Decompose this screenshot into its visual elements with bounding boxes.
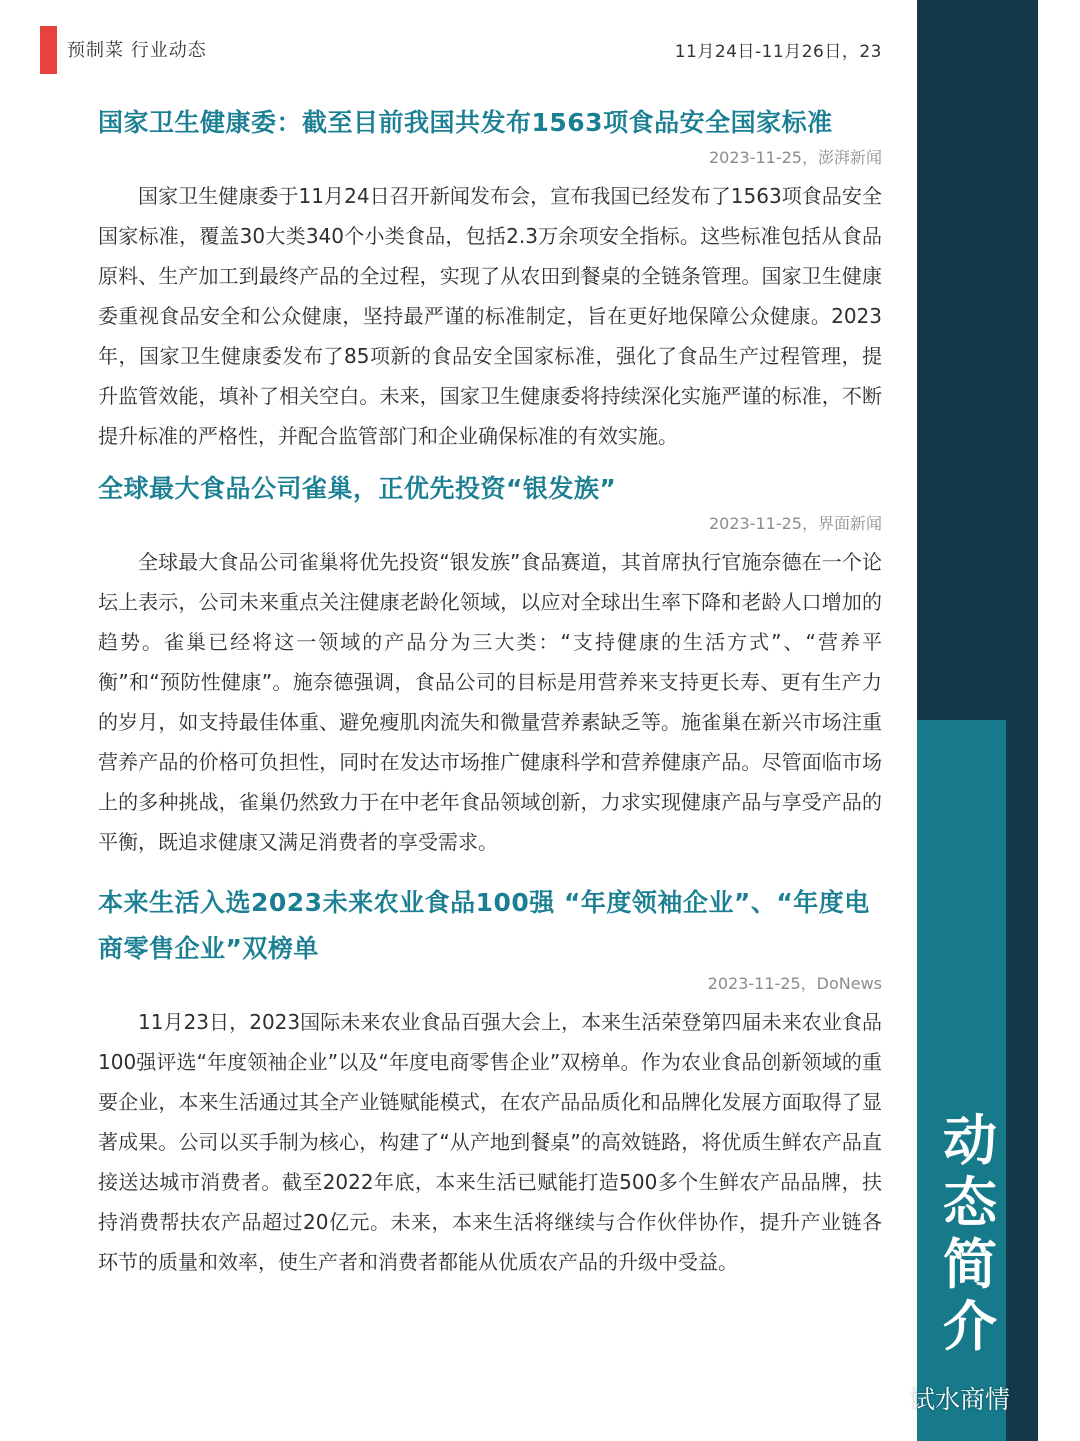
article [98,466,882,862]
article-source: 2023-11-25，DoNews [707,974,882,993]
sidebar-title-char: 简 [943,1233,997,1296]
article-list [98,100,882,1282]
wechat-icon [866,1384,904,1412]
section-label: 预制菜 行业动态 [67,40,207,61]
article-source: 2023-11-25，澎湃新闻 [709,148,882,167]
article-body: 11月23日，2023国际未来农业食品百强大会上，本来生活荣登第四届未来农业食品100强评选“年度领袖企业”以及“年度电商零售企业”双榜单。作为农业食品创新领域的重要企业，本来生活通过其全产业链赋能模式，在农产品品质化和品牌化发展方面取得了显著成果。公司以买手制为核心，构建了“从产地到餐桌”的高效链路，将优质生鲜农产品直接送达城市消费者。截至2022年底，本来生活已赋能打造500多个生鲜农产品品牌，扶持消费帮扶农产品超过20亿元。未来，本来生活将继续与合作伙伴协作，提升产业链各环节的质量和效率，使生产者和消费者都能从优质农产品的升级中受益。 [98,1010,882,1274]
article-title[interactable]: 本来生活入选2023未来农业食品100强 “年度领袖企业”、“年度电商零售企业”双榜单 [98,888,870,963]
article-body: 国家卫生健康委于11月24日召开新闻发布会，宣布我国已经发布了1563项食品安全国家标准，覆盖30大类340个小类食品，包括2.3万余项安全指标。这些标准包括从食品原料、生产加工到最终产品的全过程，实现了从农田到餐桌的全链条管理。国家卫生健康委重视食品安全和公众健康，坚持最严谨的标准制定，旨在更好地保障公众健康。2023年，国家卫生健康委发布了85项新的食品安全国家标准，强化了食品生产过程管理，提升监管效能，填补了相关空白。未来，国家卫生健康委将持续深化实施严谨的标准，不断提升标准的严格性，并配合监管部门和企业确保标准的有效实施。 [98,184,882,448]
article [98,100,882,456]
article-title[interactable]: 国家卫生健康委：截至目前我国共发布1563项食品安全国家标准 [98,108,833,137]
sidebar-title-char: 态 [943,1171,997,1234]
article-title[interactable]: 全球最大食品公司雀巢，正优先投资“银发族” [98,474,617,503]
sidebar-title [938,1110,1002,1358]
article-body: 全球最大食品公司雀巢将优先投资“银发族”食品赛道，其首席执行官施奈德在一个论坛上表示，公司未来重点关注健康老龄化领域，以应对全球出生率下降和老龄人口增加的趋势。雀巢已经将这一领域的产品分为三大类：“支持健康的生活方式”、“营养平衡”和“预防性健康”。施奈德强调，食品公司的目标是用营养来支持更长寿、更有生产力的岁月，如支持最佳体重、避免瘦肌肉流失和微量营养素缺乏等。施雀巢在新兴市场注重营养产品的价格可负担性，同时在发达市场推广健康科学和营养健康产品。尽管面临市场上的多种挑战，雀巢仍然致力于在中老年食品领域创新，力求实现健康产品与享受产品的平衡，既追求健康又满足消费者的享受需求。 [98,550,882,854]
watermark [866,1380,1010,1416]
accent-bar [40,26,57,74]
date-range: 11月24日-11月26日，23 [674,42,882,62]
watermark-text: 试水商情 [910,1385,1011,1414]
article [98,880,882,1282]
sidebar-title-char: 动 [943,1109,997,1172]
article-source: 2023-11-25，界面新闻 [709,514,882,533]
sidebar-title-char: 介 [943,1295,997,1358]
